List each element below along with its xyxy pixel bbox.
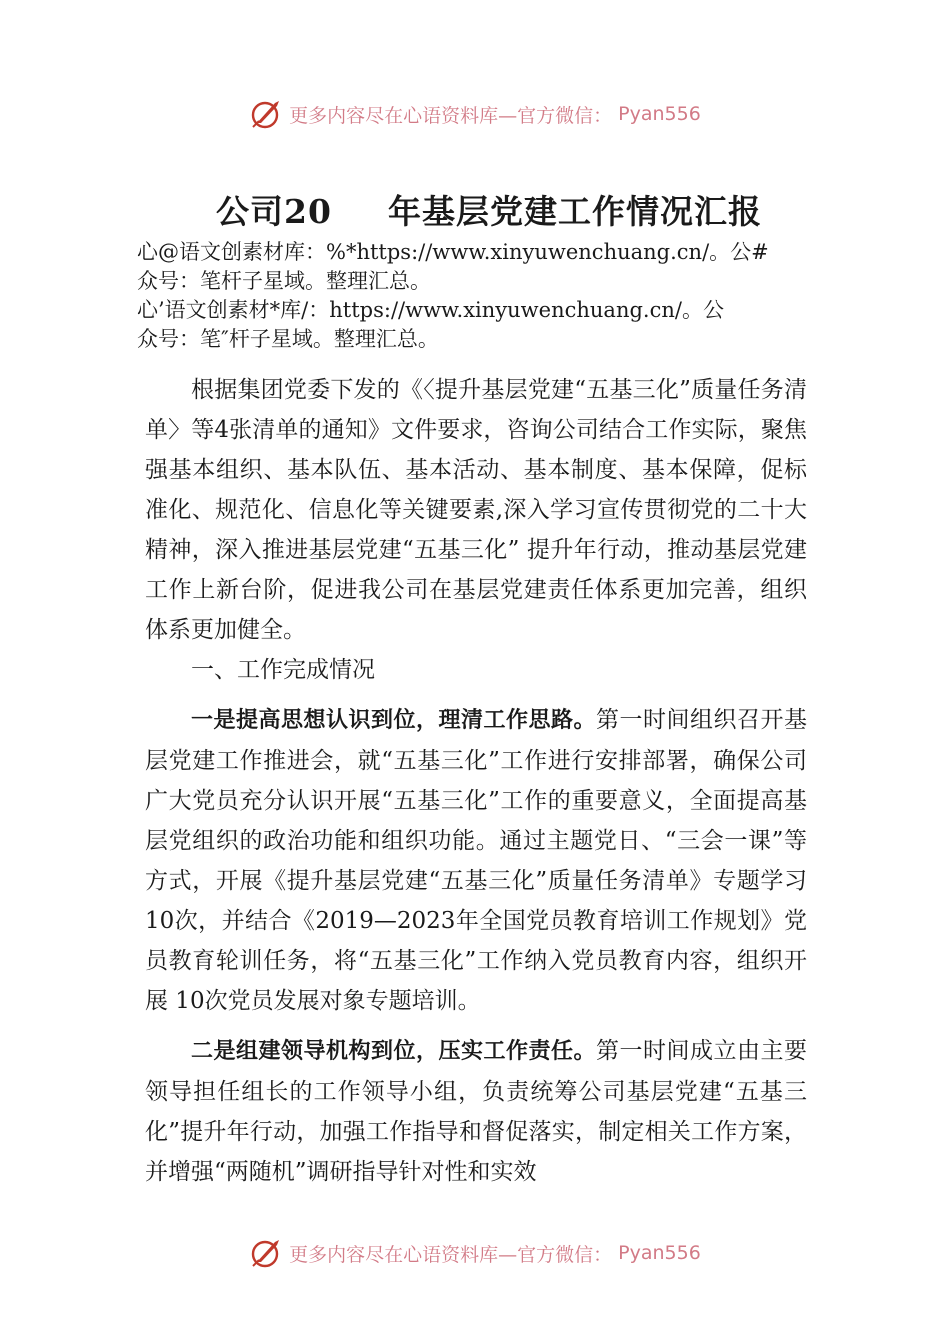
intro-paragraph: 根据集团党委下发的《〈提升基层党建“五基三化”质量任务清单〉等4张清单的通知》文件要求，咨询公司结合工作实际，聚焦强基本组织、基本队伍、基本活动、基本制度、基本保障，促标准化、规范化、信息化等关键要素,深入学习宣传贯彻党的二十大精神，深入推进基层党建“五基三化” 提升年行动，推动基层党建工作上新台阶，促进我公司在基层党建责任体系更加完善，组织体系更加健全。 — [145, 377, 807, 643]
title-year: 公司20 — [216, 192, 332, 231]
item-2-lead: 二是组建领导机构到位，压实工作责任。 — [191, 1039, 596, 1064]
quill-logo-icon — [249, 1236, 283, 1270]
title-main: 年基层党建工作情况汇报 — [388, 192, 762, 231]
watermark-header — [0, 94, 950, 134]
source-line-1: 心@语文创素材库：%*https://www.xinyuwenchuang.cn/。公# — [137, 240, 769, 264]
watermark-text-cn: 更多内容尽在心语资料库—官方微信： — [289, 1243, 613, 1266]
quill-logo-icon — [249, 97, 283, 131]
source-line-3: 心’语文创素材*库/：https://www.xinyuwenchuang.cn/。公 — [137, 298, 724, 322]
item-1-paragraph — [145, 700, 807, 1021]
item-2-text: 第一时间成立由主要领导担任组长的工作领导小组，负责统筹公司基层党建“五基三化”提升年行动，加强工作指导和督促落实，制定相关工作方案，并增强“两随机”调研指导针对性和实效 — [145, 1038, 807, 1185]
source-line-4: 众号：笔″杆子星域。整理汇总。 — [137, 327, 439, 351]
item-1-lead: 一是提高思想认识到位，理清工作思路。 — [191, 708, 596, 733]
source-notice — [137, 238, 837, 354]
item-1-text: 第一时间组织召开基层党建工作推进会，就“五基三化”工作进行安排部署，确保公司广大党员充分认识开展“五基三化”工作的重要意义，全面提高基层党组织的政治功能和组织功能。通过主题党日、“三会一课”等方式，开展《提升基层党建“五基三化”质量任务清单》专题学习 10次，并结合《2019—2023年全国党员教育培训工作规划》党员教育轮训任务，将“五基三化”工作纳入党员教育内容，组织开展 10次党员发展对象专题培训。 — [145, 707, 807, 1014]
watermark-footer — [0, 1233, 950, 1273]
source-line-2: 众号：笔杆子星域。整理汇总。 — [137, 269, 431, 293]
section-heading-1: 一、工作完成情况 — [191, 657, 375, 683]
item-2-paragraph — [145, 1031, 807, 1192]
document-title — [0, 186, 950, 236]
watermark-text-en: Pyan556 — [618, 103, 701, 125]
watermark-text-cn: 更多内容尽在心语资料库—官方微信： — [289, 104, 613, 127]
watermark-text-en: Pyan556 — [618, 1242, 701, 1264]
document-body — [145, 370, 807, 1192]
